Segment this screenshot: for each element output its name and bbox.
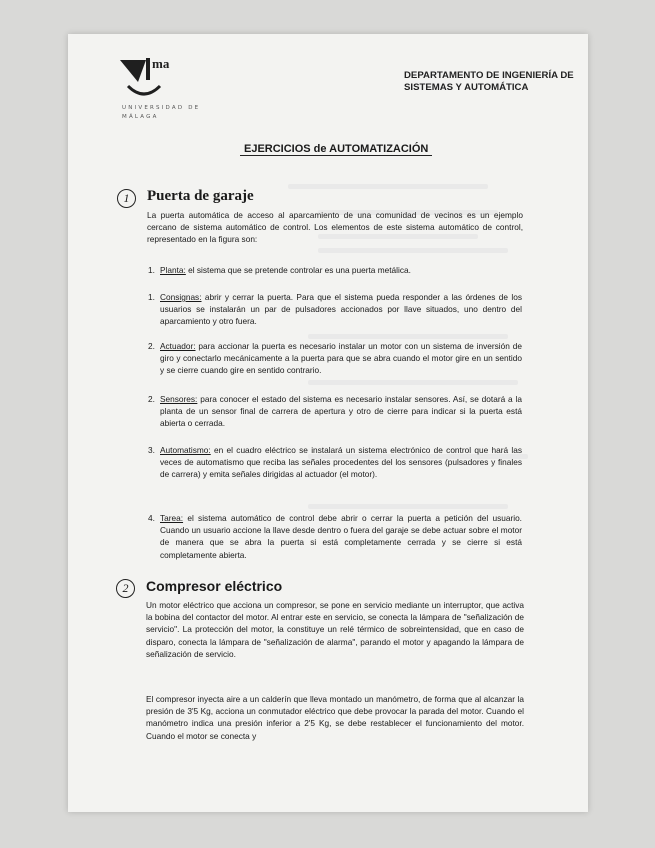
- section-paragraph: El compresor inyecta aire a un calderín que lleva montado un manómetro, de forma que al alcanzar la presión de 3'5 Kg, acciona un conmutador eléctrico que debe provocar la parada del motor. Cuando el manómetro indica una presión inferior a 2'5 Kg, se debe restablecer el funcionamiento del motor. Cuando el motor se conecta y: [146, 694, 524, 741]
- page-title: EJERCICIOS de AUTOMATIZACIÓN: [240, 143, 432, 156]
- list-item-number: 4.: [148, 513, 155, 523]
- section-paragraph: Un motor eléctrico que acciona un compresor, se pone en servicio mediante un interruptor, que activa la bobina del contactor del motor. Al entrar este en servicio, se conecta la lámpara de "señalización de servicio". La protección del motor, la constituye un relé térmico de sobreintensidad, que en caso de disparo, conecta la lámpara de "señalización de alarma", parando el motor y apagando la lámpara de señalización de servicio.: [146, 600, 524, 659]
- list-item-text: para accionar la puerta es necesario instalar un motor con un sistema de inversión de giro y conectarlo mecánicamente a la puerta para que se abra cuando el motor gire en un sentido y se cierre cuando gire en sentido contrario.: [160, 341, 522, 376]
- section-number-badge: 1: [117, 189, 136, 208]
- list-item: [148, 291, 522, 328]
- university-name: UNIVERSIDAD DE MÁLAGA: [122, 105, 201, 120]
- list-item-term: Sensores:: [160, 394, 198, 404]
- list-item-number: 1.: [148, 292, 155, 302]
- list-item-term: Consignas:: [160, 292, 202, 302]
- list-item-term: Automatismo:: [160, 445, 211, 455]
- section-number-badge: 2: [116, 579, 135, 598]
- list-item: [148, 512, 522, 561]
- section-title: Compresor eléctrico: [146, 578, 283, 594]
- list-item: [148, 264, 522, 276]
- list-item-number: 2.: [148, 394, 155, 404]
- list-item: [148, 340, 522, 377]
- department-name: DEPARTAMENTO DE INGENIERÍA DE SISTEMAS Y AUTOMÁTICA: [404, 70, 574, 93]
- list-item-number: 2.: [148, 341, 155, 351]
- list-item: [148, 393, 522, 430]
- list-item-number: 1.: [148, 265, 155, 275]
- list-item: [148, 444, 522, 481]
- list-item-text: abrir y cerrar la puerta. Para que el sistema pueda responder a las órdenes de los usuarios se instalarán un par de pulsadores accionados por llave situados, uno dentro del aparcamiento y otro fuera.: [160, 292, 522, 327]
- logo-mark: ma: [152, 56, 170, 71]
- list-item-text: el sistema que se pretende controlar es una puerta metálica.: [185, 265, 411, 275]
- list-item-term: Tarea:: [160, 513, 184, 523]
- section-title: Puerta de garaje: [147, 188, 254, 204]
- document-page: [68, 34, 588, 812]
- list-item-number: 3.: [148, 445, 155, 455]
- list-item-text: para conocer el estado del sistema es necesario instalar sensores. Así, se dotará a la planta de un sensor final de carrera de apertura y otro de cierre para indicar si la puerta está abierta o cerrada.: [160, 394, 522, 429]
- list-item-text: el sistema automático de control debe abrir o cerrar la puerta a petición del usuario. Cuando un usuario accione la llave desde dentro o fuera del garaje se debe actuar sobre el motor de manera que se abra la puerta si está completamente cerrada y se cierre si está completamente abierta.: [160, 513, 522, 560]
- list-item-term: Actuador:: [160, 341, 196, 351]
- list-item-text: en el cuadro eléctrico se instalará un sistema electrónico de control que hará las veces de automatismo que reciba las señales procedentes del los sensores (pulsadores y finales de carrera) y emita señales dirigidas al actuador (el motor).: [160, 445, 522, 480]
- section-intro: La puerta automática de acceso al aparcamiento de una comunidad de vecinos es un ejemplo cercano de sistema automático de control. Los elementos de este sistema automático de control, representado en la figura son:: [147, 210, 523, 245]
- list-item-term: Planta:: [160, 265, 186, 275]
